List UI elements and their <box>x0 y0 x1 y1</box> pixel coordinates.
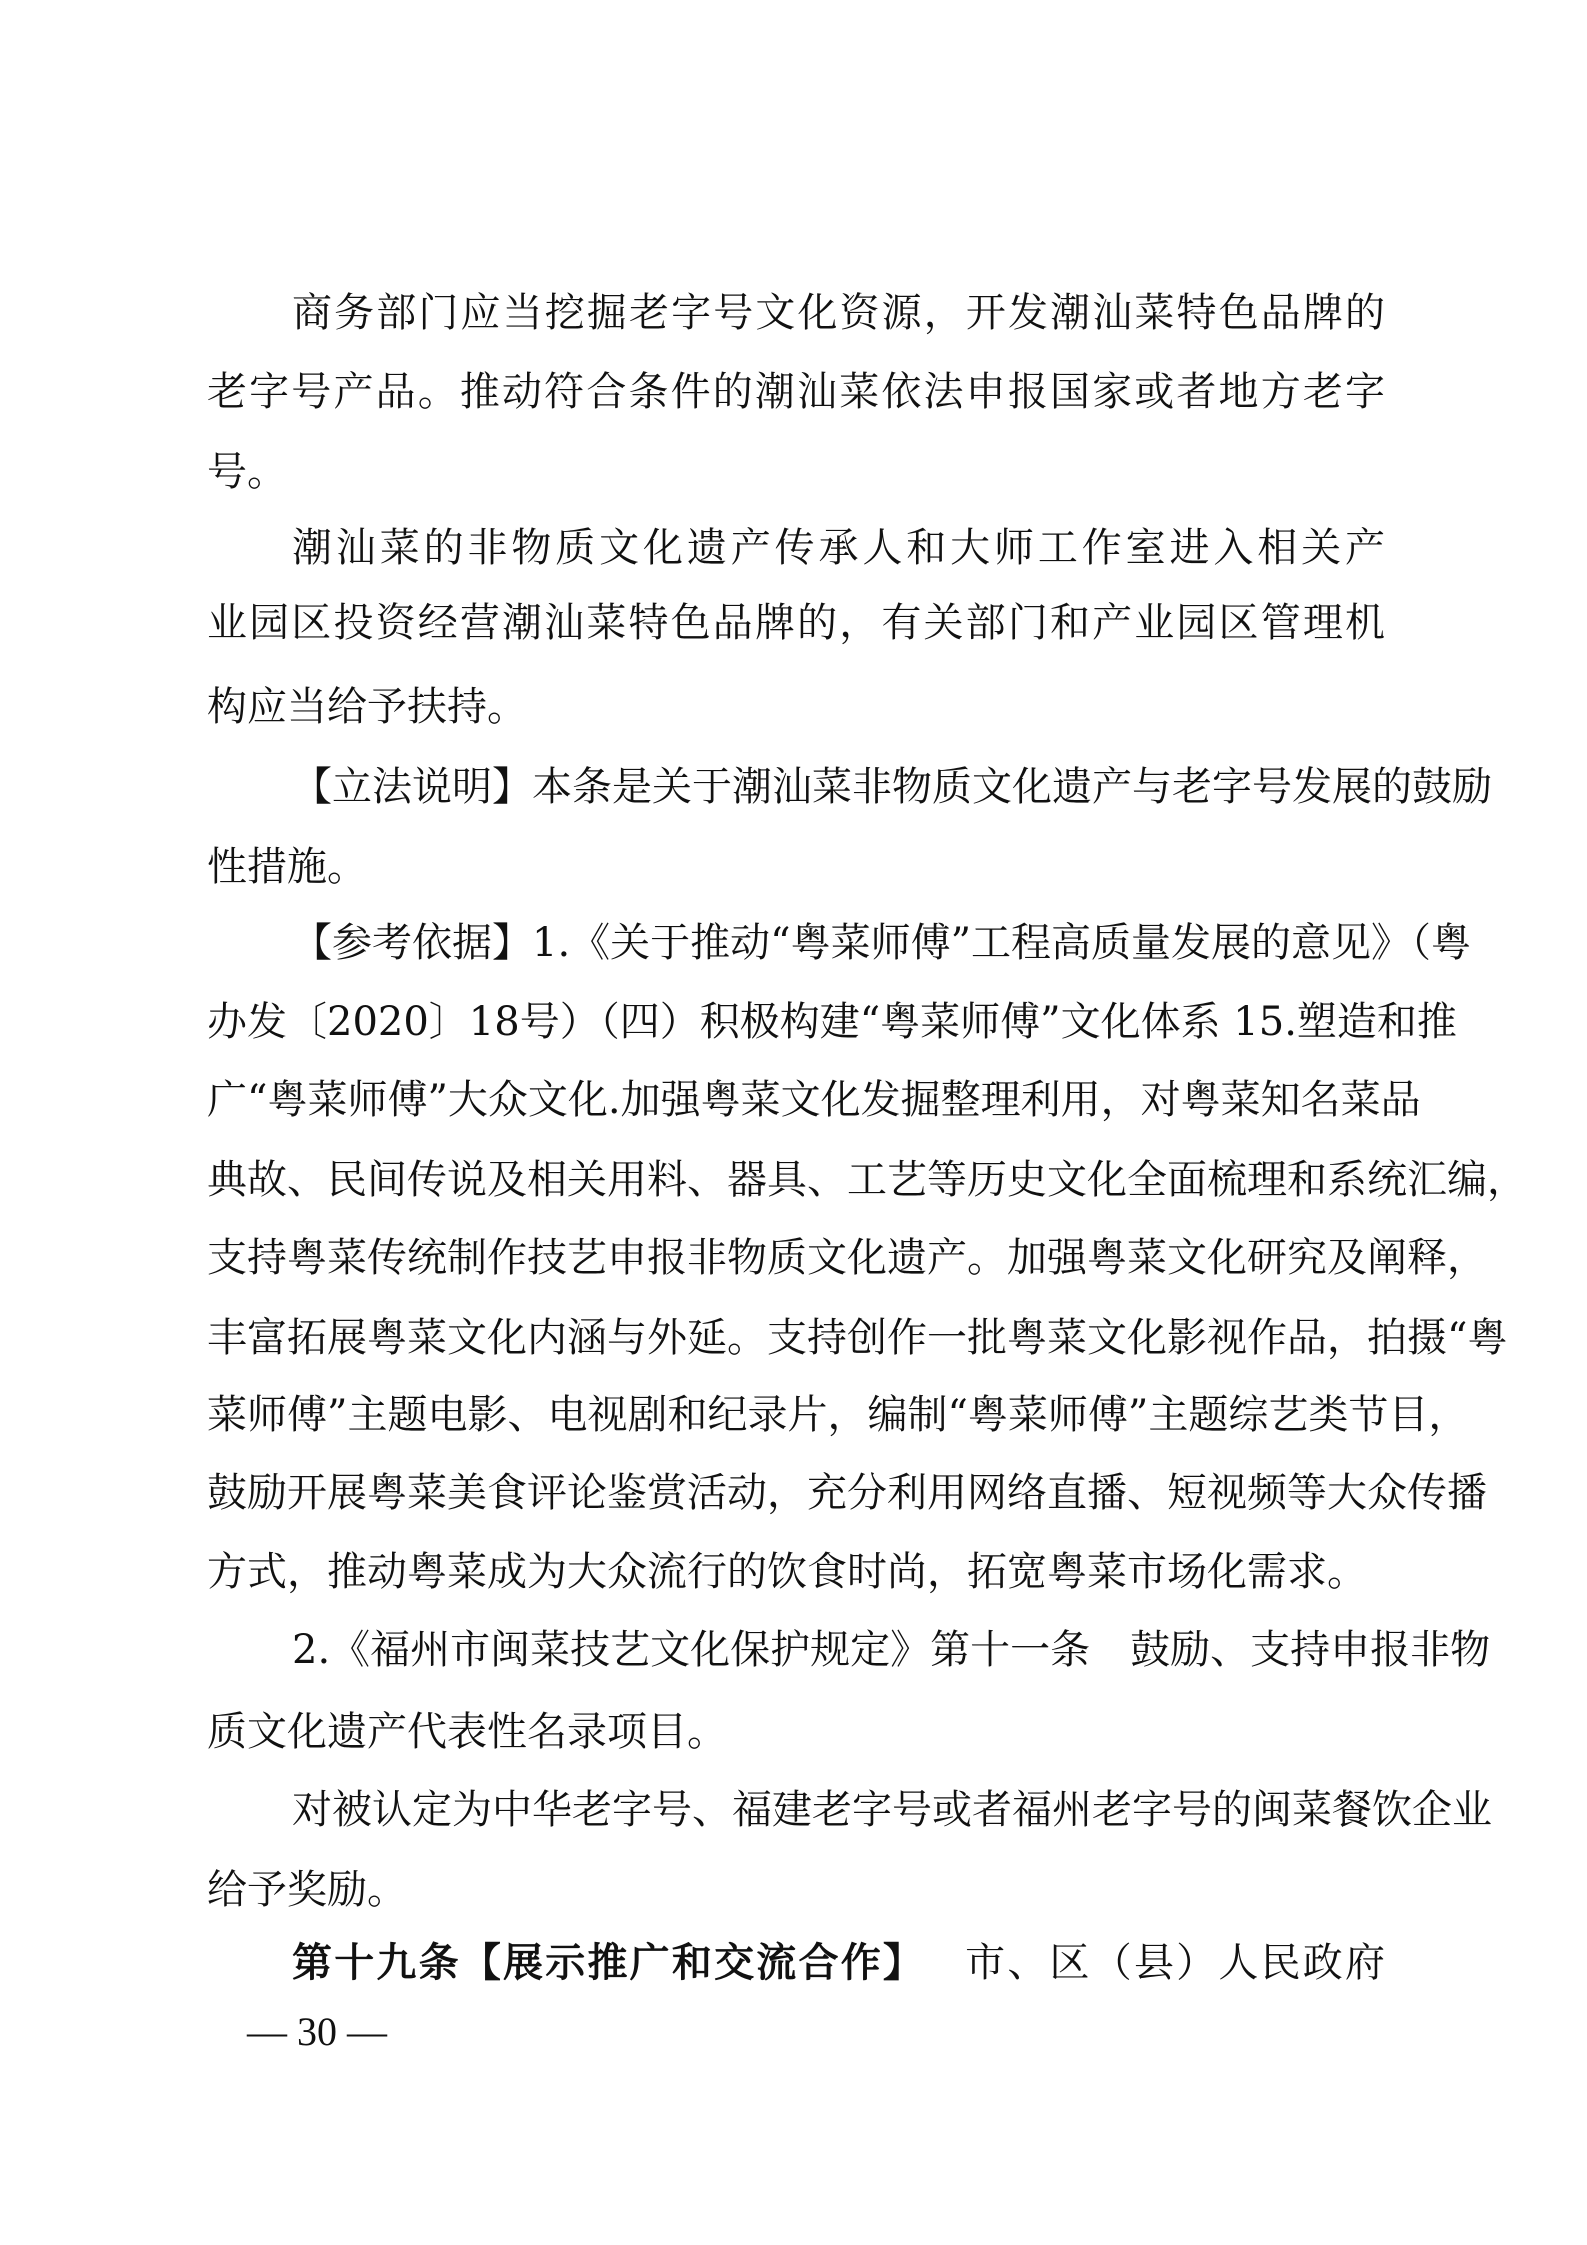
reference-line: 办发〔2020〕18号）（四）积极构建“粤菜师傅”文化体系 15.塑造和推 <box>207 999 1457 1045</box>
legislative-note-line: 【立法说明】本条是关于潮汕菜非物质文化遗产与老字号发展的鼓励 <box>292 764 1492 810</box>
reference-line: 方式，推动粤菜成为大众流行的饮食时尚，拓宽粤菜市场化需求。 <box>207 1549 1367 1595</box>
reference-line: 2.《福州市闽菜技艺文化保护规定》第十一条 鼓励、支持申报非物 <box>292 1627 1491 1673</box>
article-title: 第十九条【展示推广和交流合作】 <box>292 1940 926 1986</box>
reference-line: 典故、民间传说及相关用料、器具、工艺等历史文化全面梳理和系统汇编， <box>207 1157 1527 1203</box>
reference-line: 对被认定为中华老字号、福建老字号或者福州老字号的闽菜餐饮企业 <box>292 1787 1492 1833</box>
reference-line: 【参考依据】1.《关于推动“粤菜师傅”工程高质量发展的意见》（粤 <box>292 920 1472 966</box>
reference-line: 丰富拓展粤菜文化内涵与外延。支持创作一批粤菜文化影视作品，拍摄“粤 <box>207 1315 1508 1361</box>
article-text: 市、区（县）人民政府 <box>965 1940 1385 1986</box>
paragraph-line: 号。 <box>207 449 287 495</box>
reference-line: 支持粤菜传统制作技艺申报非物质文化遗产。加强粤菜文化研究及阐释， <box>207 1235 1487 1281</box>
paragraph-line: 商务部门应当挖掘老字号文化资源，开发潮汕菜特色品牌的 <box>292 290 1385 336</box>
reference-line: 鼓励开展粤菜美食评论鉴赏活动，充分利用网络直播、短视频等大众传播 <box>207 1470 1487 1516</box>
paragraph-line: 潮汕菜的非物质文化遗产传承人和大师工作室进入相关产 <box>292 525 1385 571</box>
reference-line: 质文化遗产代表性名录项目。 <box>207 1709 727 1755</box>
reference-line: 给予奖励。 <box>207 1867 407 1913</box>
paragraph-line: 业园区投资经营潮汕菜特色品牌的，有关部门和产业园区管理机 <box>207 600 1385 646</box>
reference-line: 菜师傅”主题电影、电视剧和纪录片，编制“粤菜师傅”主题综艺类节目， <box>207 1392 1469 1438</box>
paragraph-line: 构应当给予扶持。 <box>207 684 527 730</box>
reference-line: 广“粤菜师傅”大众文化.加强粤菜文化发掘整理利用，对粤菜知名菜品 <box>207 1077 1421 1123</box>
paragraph-line: 老字号产品。推动符合条件的潮汕菜依法申报国家或者地方老字 <box>207 369 1385 415</box>
page-number: — 30 — <box>247 2009 387 2054</box>
article-heading <box>292 1933 1385 1993</box>
legislative-note-line: 性措施。 <box>207 844 367 890</box>
